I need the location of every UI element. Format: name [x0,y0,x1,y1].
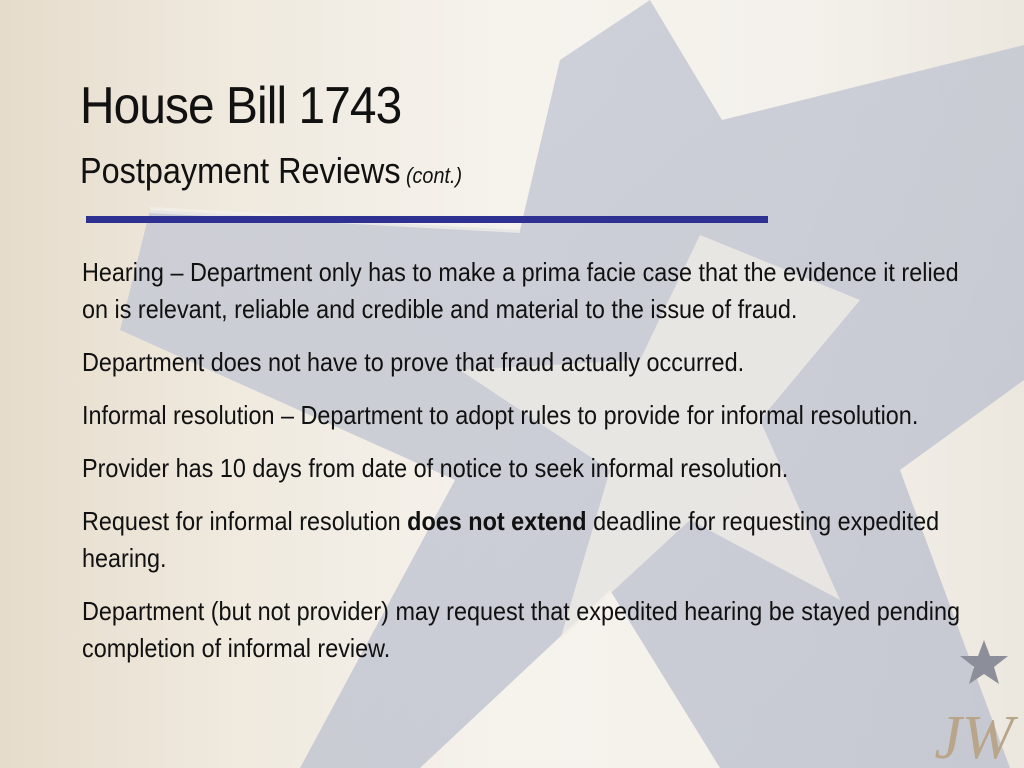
title-underline [86,216,768,223]
star-jw-logo-icon [924,640,1024,768]
bullet-text-bold: does not extend [407,506,587,536]
bullet-list [82,254,962,683]
subtitle-text: Postpayment Reviews [80,150,401,191]
svg-text:JW: JW [934,704,1014,768]
bullet-item [82,503,982,577]
bullet-item: Department (but not provider) may request that expedited hearing be stayed pending completion of informal review. [82,596,961,663]
bullet-item: Department does not have to prove that fraud actually occurred. [82,347,745,377]
bullet-item: Informal resolution – Department to adopt rules to provide for informal resolution. [82,400,919,430]
bullet-item: Provider has 10 days from date of notice to seek informal resolution. [82,453,789,483]
bullet-item: Hearing – Department only has to make a prima facie case that the evidence it relied on is relevant, reliable and credible and material to the issue of fraud. [82,257,959,324]
slide-subtitle [80,150,462,192]
subtitle-cont: (cont.) [405,163,463,188]
bullet-text-after: deadline for requesting expedited hearing. [82,506,940,573]
slide-title: House Bill 1743 [80,77,402,135]
bullet-text-before: Request for informal resolution [82,506,408,536]
